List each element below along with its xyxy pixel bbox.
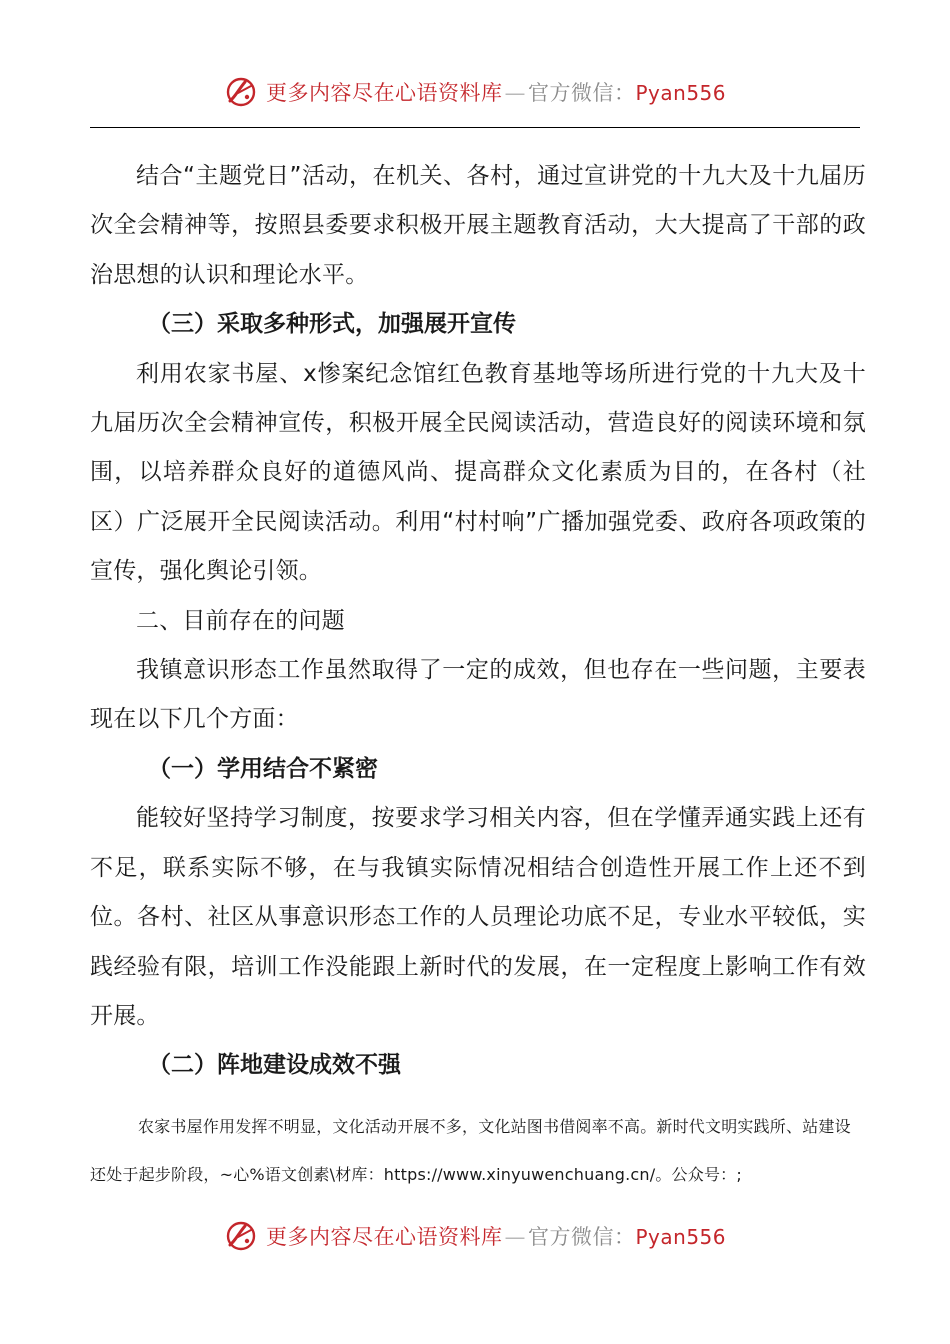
header-wechat-id: Pyan556 — [635, 81, 726, 105]
header-wechat-label: 官方微信： — [527, 81, 636, 105]
footer-banner-text — [266, 1221, 726, 1251]
paragraph-problems-intro: 我镇意识形态工作虽然取得了一定的成效，但也存在一些问题，主要表现在以下几个方面： — [90, 657, 866, 733]
header-dash: — — [504, 81, 526, 105]
footer-wechat-label: 官方微信： — [527, 1225, 636, 1249]
section-heading-problems: 二、目前存在的问题 — [136, 607, 345, 634]
heading-publicity-forms: （三）采取多种形式，加强展开宣传 — [148, 311, 516, 338]
header-divider — [90, 127, 860, 128]
paragraph-publicity: 利用农家书屋、x惨案纪念馆红色教育基地等场所进行党的十九大及十九届历次全会精神宣传，积极开展全民阅读活动，营造良好的阅读环境和氛围，以培养群众良好的道德风尚、提高群众文化素质为目的，在各村（社区）广泛展开全民阅读活动。利用“村村响”广播加强党委、政府各项政策的宣传，强化舆论引领。 — [90, 360, 866, 585]
header-slogan: 更多内容尽在心语资料库 — [265, 81, 503, 105]
paragraph-study-application: 能较好坚持学习制度，按要求学习相关内容，但在学懂弄通实践上还有不足，联系实际不够，在与我镇实际情况相结合创造性开展工作上还不到位。各村、社区从事意识形态工作的人员理论功底不足，专业水平较低，实践经验有限，培训工作没能跟上新时代的发展，在一定程度上影响工作有效开展。 — [90, 805, 866, 1029]
header-banner — [0, 70, 950, 114]
calligraphy-brush-logo-icon — [224, 75, 258, 109]
footer-dash: — — [504, 1225, 526, 1249]
paragraph-position-building: 农家书屋作用发挥不明显，文化活动开展不多，文化站图书借阅率不高。新时代文明实践所、站建设还处于起步阶段，~心%语文创素\材库：https://www.xinyuwenchuang.cn/。公众号：; — [90, 1116, 851, 1184]
header-banner-text — [266, 77, 726, 107]
heading-position-building: （二）阵地建设成效不强 — [148, 1052, 401, 1079]
footer-wechat-id: Pyan556 — [635, 1225, 726, 1249]
calligraphy-brush-logo-icon — [224, 1219, 258, 1253]
heading-study-application: （一）学用结合不紧密 — [148, 755, 378, 782]
footer-banner — [0, 1214, 950, 1258]
footer-slogan: 更多内容尽在心语资料库 — [265, 1225, 503, 1249]
document-body — [90, 152, 866, 1199]
paragraph-theme-party-day: 结合“主题党日”活动，在机关、各村，通过宣讲党的十九大及十九届历次全会精神等，按照县委要求积极开展主题教育活动，大大提高了干部的政治思想的认识和理论水平。 — [90, 163, 866, 288]
